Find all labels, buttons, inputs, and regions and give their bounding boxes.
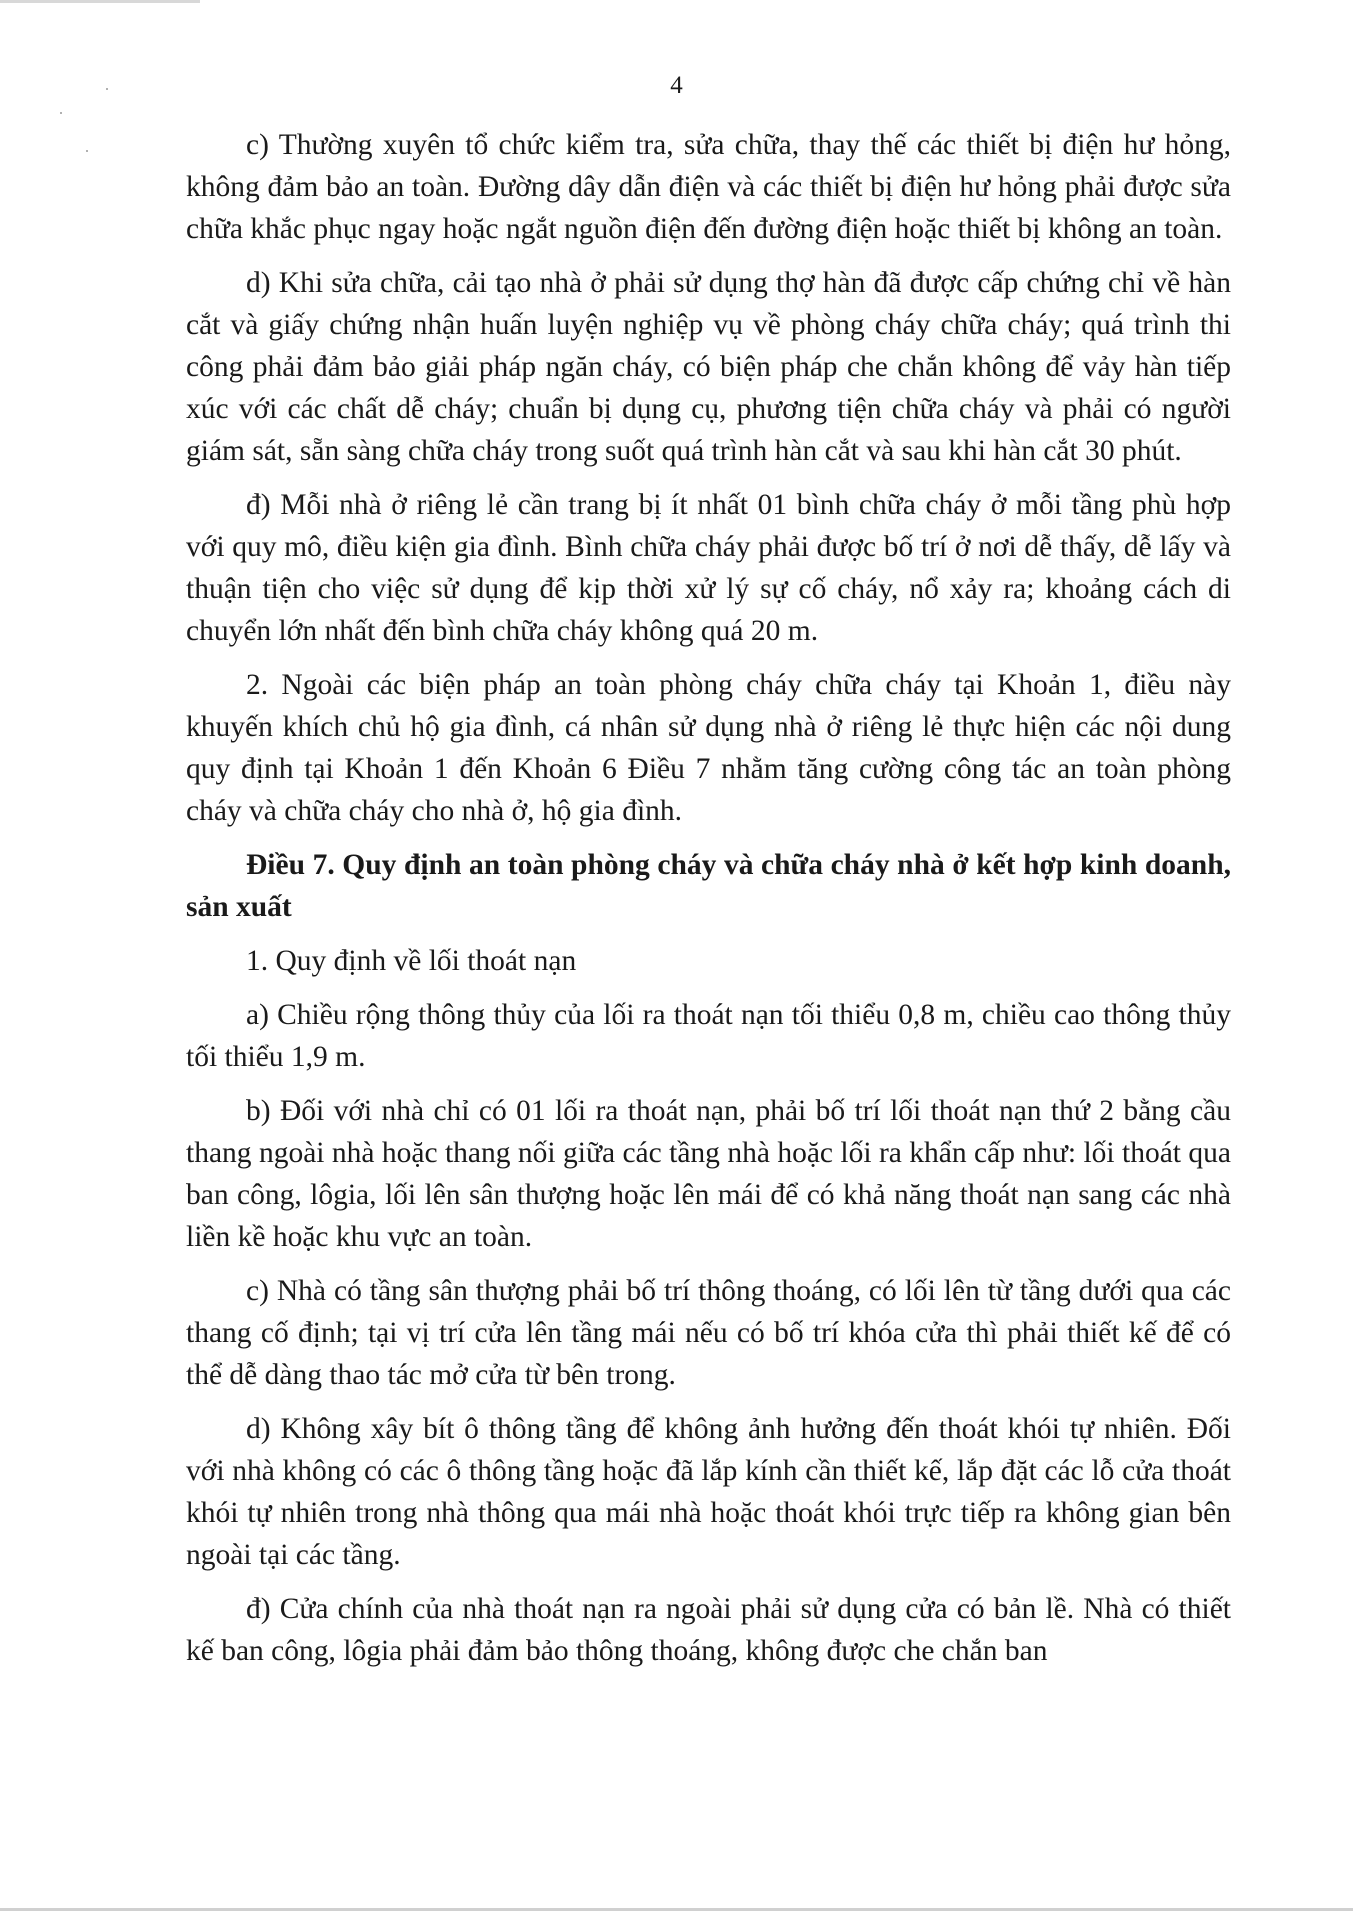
article-7-item-a: a) Chiều rộng thông thủy của lối ra thoát nạn tối thiểu 0,8 m, chiều cao thông thủy tối thiểu 1,9 m. — [186, 999, 1231, 1073]
article-7-item-dd: đ) Cửa chính của nhà thoát nạn ra ngoài phải sử dụng cửa có bản lề. Nhà có thiết kế ban công, lôgia phải đảm bảo thông thoáng, không được che chắn ban — [186, 1593, 1231, 1667]
article-7-item-c: c) Nhà có tầng sân thượng phải bố trí thông thoáng, có lối lên từ tầng dưới qua các thang cố định; tại vị trí cửa lên tầng mái nếu có bố trí khóa cửa thì phải thiết kế để có thể dễ dàng thao tác mở cửa từ bên trong. — [186, 1275, 1231, 1391]
paragraph-item-c: c) Thường xuyên tổ chức kiểm tra, sửa chữa, thay thế các thiết bị điện hư hỏng, không đảm bảo an toàn. Đường dây dẫn điện và các thiết bị điện hư hỏng phải được sửa chữa khắc phục ngay hoặc ngắt nguồn điện đến đường điện hoặc thiết bị không an toàn. — [186, 129, 1231, 245]
paragraph-clause-2: 2. Ngoài các biện pháp an toàn phòng cháy chữa cháy tại Khoản 1, điều này khuyến khích chủ hộ gia đình, cá nhân sử dụng nhà ở riêng lẻ thực hiện các nội dung quy định tại Khoản 1 đến Khoản 6 Điều 7 nhằm tăng cường công tác an toàn phòng cháy và chữa cháy cho nhà ở, hộ gia đình. — [186, 669, 1231, 827]
article-7-item-b: b) Đối với nhà chỉ có 01 lối ra thoát nạn, phải bố trí lối thoát nạn thứ 2 bằng cầu thang ngoài nhà hoặc thang nối giữa các tầng nhà hoặc lối ra khẩn cấp như: lối thoát qua ban công, lôgia, lối lên sân thượng hoặc lên mái để có khả năng thoát nạn sang các nhà liền kề hoặc khu vực an toàn. — [186, 1095, 1231, 1253]
paragraph-item-d: d) Khi sửa chữa, cải tạo nhà ở phải sử dụng thợ hàn đã được cấp chứng chỉ về hàn cắt và giấy chứng nhận huấn luyện nghiệp vụ về phòng cháy chữa cháy; quá trình thi công phải đảm bảo giải pháp ngăn cháy, có biện pháp che chắn không để vảy hàn tiếp xúc với các chất dễ cháy; chuẩn bị dụng cụ, phương tiện chữa cháy và phải có người giám sát, sẵn sàng chữa cháy trong suốt quá trình hàn cắt và sau khi hàn cắt 30 phút. — [186, 267, 1231, 467]
scan-speck — [60, 112, 62, 114]
paragraph-item-dd: đ) Mỗi nhà ở riêng lẻ cần trang bị ít nhất 01 bình chữa cháy ở mỗi tầng phù hợp với quy mô, điều kiện gia đình. Bình chữa cháy phải được bố trí ở nơi dễ thấy, dễ lấy và thuận tiện cho việc sử dụng để kịp thời xử lý sự cố cháy, nổ xảy ra; khoảng cách di chuyển lớn nhất đến bình chữa cháy không quá 20 m. — [186, 489, 1231, 647]
document-body — [186, 124, 1231, 1684]
scan-speck — [86, 150, 88, 152]
page-number: 4 — [670, 72, 683, 99]
scan-edge-top — [0, 0, 200, 3]
article-7-heading: Điều 7. Quy định an toàn phòng cháy và chữa cháy nhà ở kết hợp kinh doanh, sản xuất — [186, 849, 1231, 923]
scan-edge-bottom — [0, 1908, 1353, 1911]
article-7-clause-1: 1. Quy định về lối thoát nạn — [246, 945, 577, 977]
article-7-item-d: d) Không xây bít ô thông tầng để không ảnh hưởng đến thoát khói tự nhiên. Đối với nhà không có các ô thông tầng hoặc đã lắp kính cần thiết kế, lắp đặt các lỗ cửa thoát khói tự nhiên trong nhà thông qua mái nhà hoặc thoát khói trực tiếp ra không gian bên ngoài tại các tầng. — [186, 1413, 1231, 1571]
